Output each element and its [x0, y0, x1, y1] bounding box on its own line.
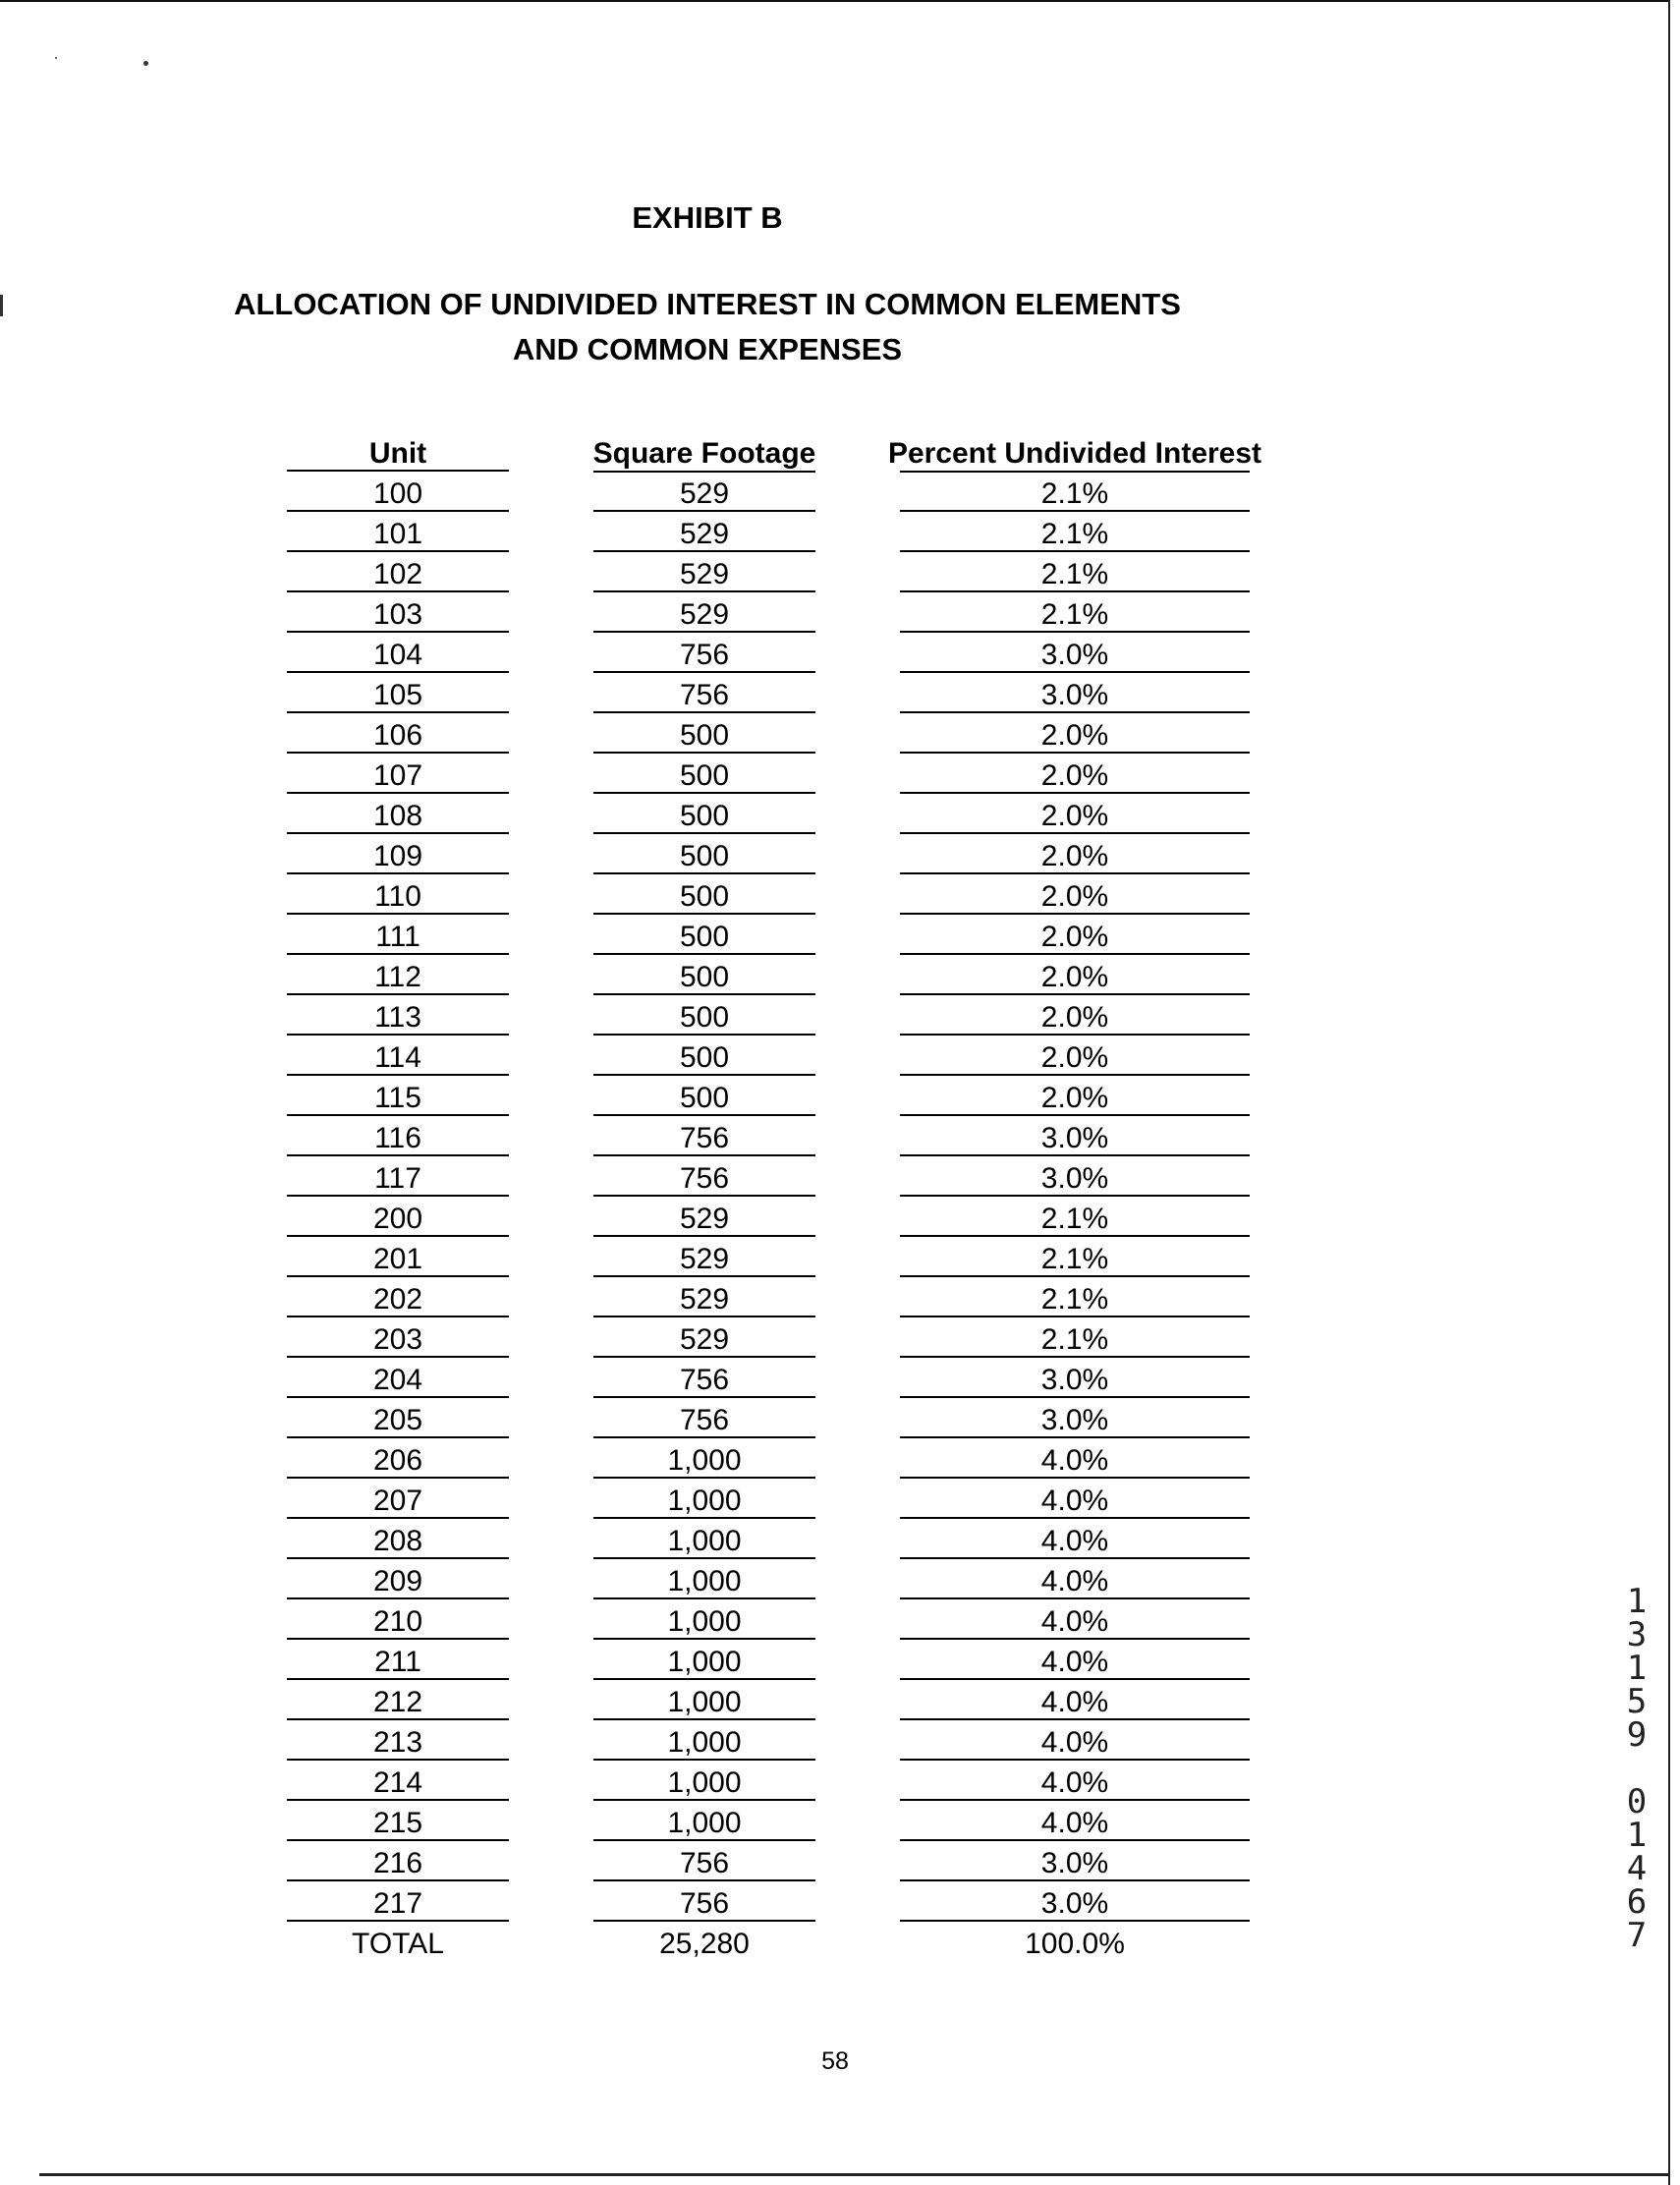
cell-unit: 205 — [287, 1399, 509, 1438]
cell-percent: 4.0% — [900, 1480, 1250, 1519]
scan-edge-bottom — [39, 2173, 1670, 2176]
cell-percent: 3.0% — [900, 1157, 1250, 1197]
cell-unit: 101 — [287, 513, 509, 552]
table-row — [0, 835, 1680, 875]
cell-percent: 2.1% — [900, 1198, 1250, 1237]
cell-square-footage: 500 — [593, 1036, 815, 1076]
cell-unit: 111 — [287, 916, 509, 955]
cell-percent: 2.0% — [900, 1036, 1250, 1076]
table-row — [0, 1238, 1680, 1278]
cell-square-footage: 500 — [593, 875, 815, 915]
cell-square-footage: 1,000 — [593, 1480, 815, 1519]
cell-unit: 110 — [287, 875, 509, 915]
cell-percent: 2.1% — [900, 553, 1250, 592]
cell-unit: 215 — [287, 1802, 509, 1841]
table-row — [0, 1399, 1680, 1439]
cell-unit: 208 — [287, 1520, 509, 1559]
table-row — [0, 1117, 1680, 1157]
cell-square-footage: 500 — [593, 956, 815, 995]
table-row — [0, 553, 1680, 593]
cell-square-footage: 529 — [593, 513, 815, 552]
cell-square-footage: 1,000 — [593, 1439, 815, 1479]
cell-unit: 105 — [287, 674, 509, 713]
cell-percent: 2.0% — [900, 875, 1250, 915]
scan-speck — [0, 295, 3, 316]
cell-unit: 117 — [287, 1157, 509, 1197]
cell-square-footage: 756 — [593, 1842, 815, 1881]
cell-percent: 2.0% — [900, 755, 1250, 794]
cell-unit: 202 — [287, 1278, 509, 1317]
heading-line-2: AND COMMON EXPENSES — [512, 332, 903, 366]
cell-square-footage: 1,000 — [593, 1641, 815, 1680]
cell-unit: 212 — [287, 1681, 509, 1720]
table-row — [0, 1520, 1680, 1560]
cell-percent: 3.0% — [900, 1359, 1250, 1398]
cell-square-footage: 1,000 — [593, 1762, 815, 1801]
cell-square-footage: 529 — [593, 1198, 815, 1237]
cell-percent: 3.0% — [900, 634, 1250, 673]
cell-square-footage: 1,000 — [593, 1681, 815, 1720]
cell-square-footage: 529 — [593, 1238, 815, 1277]
header-square-footage: Square Footage — [592, 437, 816, 470]
scan-edge-top — [0, 0, 1668, 2]
cell-percent: 4.0% — [900, 1762, 1250, 1801]
cell-percent: 2.1% — [900, 593, 1250, 633]
cell-percent: 2.0% — [900, 714, 1250, 754]
cell-square-footage: 529 — [593, 1318, 815, 1358]
cell-unit: 107 — [287, 755, 509, 794]
cell-unit: 217 — [287, 1882, 509, 1922]
cell-unit: 203 — [287, 1318, 509, 1358]
cell-unit: 209 — [287, 1560, 509, 1599]
table-row — [0, 1439, 1680, 1480]
table-row — [0, 996, 1680, 1036]
cell-square-footage: 756 — [593, 634, 815, 673]
table-row — [0, 1842, 1680, 1882]
table-row — [0, 1802, 1680, 1842]
cell-square-footage: 529 — [593, 593, 815, 633]
cell-square-footage: 529 — [593, 553, 815, 592]
cell-percent: 2.1% — [900, 1238, 1250, 1277]
total-square-footage: 25,280 — [659, 1928, 750, 1960]
cell-square-footage: 500 — [593, 835, 815, 874]
table-row — [0, 916, 1680, 956]
table-row — [0, 875, 1680, 916]
cell-unit: 104 — [287, 634, 509, 673]
table-row — [0, 473, 1680, 513]
cell-unit: 113 — [287, 996, 509, 1036]
total-percent: 100.0% — [1025, 1928, 1125, 1960]
cell-percent: 4.0% — [900, 1560, 1250, 1599]
cell-percent: 2.0% — [900, 1077, 1250, 1116]
cell-square-footage: 756 — [593, 1117, 815, 1156]
cell-square-footage: 1,000 — [593, 1802, 815, 1841]
header-unit: Unit — [287, 432, 509, 472]
header-percent-undivided-interest: Percent Undivided Interest — [887, 437, 1262, 470]
cell-unit: 210 — [287, 1600, 509, 1640]
table-row — [0, 1359, 1680, 1399]
heading-line-1: ALLOCATION OF UNDIVIDED INTEREST IN COMMON ELEMENTS — [234, 287, 1181, 321]
allocation-table — [0, 432, 1680, 1963]
cell-square-footage: 500 — [593, 795, 815, 834]
cell-percent: 3.0% — [900, 1399, 1250, 1438]
cell-unit: 214 — [287, 1762, 509, 1801]
cell-square-footage: 529 — [593, 473, 815, 512]
scan-speck — [143, 61, 148, 66]
cell-unit: 216 — [287, 1842, 509, 1881]
cell-unit: 108 — [287, 795, 509, 834]
table-row — [0, 1762, 1680, 1802]
cell-square-footage: 1,000 — [593, 1721, 815, 1761]
table-row — [0, 1278, 1680, 1318]
table-row — [0, 755, 1680, 795]
cell-unit: 106 — [287, 714, 509, 754]
cell-square-footage: 529 — [593, 1278, 815, 1317]
cell-square-footage: 500 — [593, 916, 815, 955]
table-row — [0, 513, 1680, 553]
cell-unit: 211 — [287, 1641, 509, 1680]
table-row — [0, 1641, 1680, 1681]
table-row — [0, 1882, 1680, 1923]
table-row — [0, 674, 1680, 714]
table-row — [0, 1681, 1680, 1721]
cell-percent: 4.0% — [900, 1681, 1250, 1720]
cell-unit: 100 — [287, 473, 509, 512]
table-body — [0, 473, 1680, 1923]
cell-percent: 2.1% — [900, 473, 1250, 512]
cell-percent: 4.0% — [900, 1641, 1250, 1680]
table-row — [0, 593, 1680, 634]
table-row — [0, 634, 1680, 674]
cell-percent: 2.0% — [900, 795, 1250, 834]
cell-percent: 2.0% — [900, 956, 1250, 995]
cell-unit: 112 — [287, 956, 509, 995]
table-row — [0, 1157, 1680, 1198]
cell-percent: 3.0% — [900, 1882, 1250, 1922]
cell-square-footage: 500 — [593, 1077, 815, 1116]
cell-percent: 2.0% — [900, 996, 1250, 1036]
cell-square-footage: 756 — [593, 1882, 815, 1922]
cell-percent: 4.0% — [900, 1600, 1250, 1640]
cell-percent: 2.1% — [900, 513, 1250, 552]
cell-percent: 2.0% — [900, 835, 1250, 874]
cell-square-footage: 1,000 — [593, 1560, 815, 1599]
cell-unit: 115 — [287, 1077, 509, 1116]
table-row — [0, 1318, 1680, 1359]
table-row — [0, 1721, 1680, 1762]
cell-percent: 2.1% — [900, 1318, 1250, 1358]
cell-square-footage: 500 — [593, 714, 815, 754]
cell-square-footage: 756 — [593, 674, 815, 713]
cell-unit: 109 — [287, 835, 509, 874]
cell-unit: 200 — [287, 1198, 509, 1237]
cell-square-footage: 500 — [593, 996, 815, 1036]
total-label: TOTAL — [352, 1928, 444, 1960]
margin-stamp: 13159 01467 — [1617, 1582, 1656, 1949]
table-row — [0, 1198, 1680, 1238]
table-header-row — [0, 432, 1680, 473]
cell-percent: 3.0% — [900, 674, 1250, 713]
document-heading — [177, 282, 1238, 372]
cell-unit: 213 — [287, 1721, 509, 1761]
page-number: 58 — [821, 2047, 849, 2075]
cell-unit: 206 — [287, 1439, 509, 1479]
cell-percent: 2.1% — [900, 1278, 1250, 1317]
cell-square-footage: 1,000 — [593, 1520, 815, 1559]
cell-unit: 201 — [287, 1238, 509, 1277]
table-row — [0, 1077, 1680, 1117]
cell-unit: 116 — [287, 1117, 509, 1156]
cell-percent: 4.0% — [900, 1439, 1250, 1479]
cell-percent: 3.0% — [900, 1117, 1250, 1156]
table-row — [0, 1560, 1680, 1600]
cell-unit: 114 — [287, 1036, 509, 1076]
table-row — [0, 795, 1680, 835]
cell-unit: 102 — [287, 553, 509, 592]
cell-square-footage: 756 — [593, 1399, 815, 1438]
table-row — [0, 1600, 1680, 1641]
exhibit-title: EXHIBIT B — [632, 200, 783, 235]
table-row — [0, 1036, 1680, 1077]
table-row — [0, 714, 1680, 755]
cell-square-footage: 1,000 — [593, 1600, 815, 1640]
cell-percent: 2.0% — [900, 916, 1250, 955]
cell-square-footage: 756 — [593, 1157, 815, 1197]
cell-percent: 4.0% — [900, 1520, 1250, 1559]
cell-unit: 103 — [287, 593, 509, 633]
cell-unit: 204 — [287, 1359, 509, 1398]
cell-percent: 4.0% — [900, 1802, 1250, 1841]
cell-square-footage: 756 — [593, 1359, 815, 1398]
scan-speck — [55, 57, 57, 59]
cell-percent: 4.0% — [900, 1721, 1250, 1761]
cell-unit: 207 — [287, 1480, 509, 1519]
cell-percent: 3.0% — [900, 1842, 1250, 1881]
table-row — [0, 1480, 1680, 1520]
table-total-row — [0, 1923, 1680, 1963]
cell-square-footage: 500 — [593, 755, 815, 794]
table-row — [0, 956, 1680, 996]
